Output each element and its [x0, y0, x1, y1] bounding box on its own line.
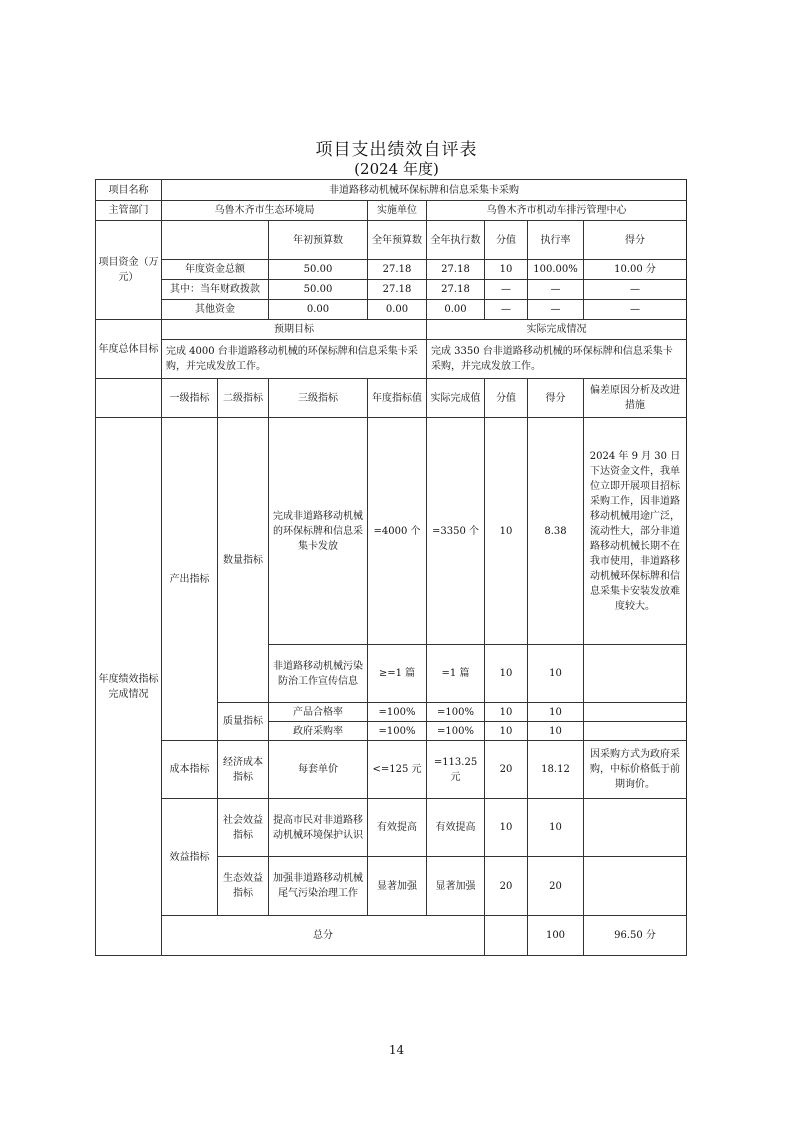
indicator-name: 提高市民对非道路移动机械环境保护认识 — [269, 799, 368, 857]
indicator-result: 20 — [528, 857, 584, 916]
indicator-header-level3: 三级指标 — [269, 379, 368, 418]
funds-row-annual-budget: 27.18 — [368, 280, 427, 300]
indicator-result: 10 — [528, 645, 584, 703]
indicator-header-result: 得分 — [528, 379, 584, 418]
output-label: 产出指标 — [162, 418, 218, 741]
funds-row-result: — — [584, 280, 687, 300]
goals-label: 年度总体目标 — [96, 320, 162, 379]
funds-row-score: — — [485, 280, 528, 300]
funds-header-score: 分值 — [485, 221, 528, 260]
indicator-name: 政府采购率 — [269, 722, 368, 741]
indicator-result: 8.38 — [528, 418, 584, 645]
project-name-label: 项目名称 — [96, 180, 162, 201]
indicator-actual: =100% — [427, 722, 485, 741]
funds-row-annual-budget: 27.18 — [368, 260, 427, 280]
indicator-result: 10 — [528, 703, 584, 722]
funds-header-exec-rate: 执行率 — [528, 221, 584, 260]
total-label: 总分 — [162, 916, 485, 956]
goals-actual: 完成 3350 台非道路移动机械的环保标牌和信息采集卡采购，并完成发放工作。 — [427, 340, 687, 379]
funds-header-blank — [162, 221, 269, 260]
indicator-score: 10 — [485, 799, 528, 857]
indicator-score: 10 — [485, 703, 528, 722]
indicator-score: 20 — [485, 741, 528, 799]
indicator-score: 10 — [485, 722, 528, 741]
funds-row-annual-exec: 27.18 — [427, 280, 485, 300]
funds-row-score: 10 — [485, 260, 528, 280]
indicator-header-actual: 实际完成值 — [427, 379, 485, 418]
indicator-actual: 有效提高 — [427, 799, 485, 857]
indicator-actual: =113.25 元 — [427, 741, 485, 799]
funds-row-exec-rate: 100.00% — [528, 260, 584, 280]
funds-row-result: — — [584, 300, 687, 320]
quantity-label: 数量指标 — [218, 418, 269, 703]
indicator-name: 加强非道路移动机械尾气污染治理工作 — [269, 857, 368, 916]
indicator-result: 10 — [528, 799, 584, 857]
funds-row-annual-exec: 0.00 — [427, 300, 485, 320]
indicator-header-level1: 一级指标 — [162, 379, 218, 418]
indicator-score: 10 — [485, 645, 528, 703]
benefit-label: 效益指标 — [162, 799, 218, 916]
total-score: 100 — [528, 916, 584, 956]
indicator-result: 10 — [528, 722, 584, 741]
evaluation-table — [95, 179, 687, 956]
indicator-name: 每套单价 — [269, 741, 368, 799]
funds-header-result: 得分 — [584, 221, 687, 260]
indicator-header-target: 年度指标值 — [368, 379, 427, 418]
indicator-target: ≥=1 篇 — [368, 645, 427, 703]
impl-value: 乌鲁木齐市机动车排污管理中心 — [427, 201, 687, 221]
indicator-score: 20 — [485, 857, 528, 916]
indicator-actual: =3350 个 — [427, 418, 485, 645]
funds-header-annual-budget: 全年预算数 — [368, 221, 427, 260]
funds-row-annual-exec: 27.18 — [427, 260, 485, 280]
funds-row-exec-rate: — — [528, 300, 584, 320]
indicator-actual: 显著加强 — [427, 857, 485, 916]
cost-sub-label: 经济成本指标 — [218, 741, 269, 799]
funds-row-score: — — [485, 300, 528, 320]
indicator-reason — [584, 645, 687, 703]
cost-label: 成本指标 — [162, 741, 218, 799]
indicator-header-level2: 二级指标 — [218, 379, 269, 418]
goals-actual-label: 实际完成情况 — [427, 320, 687, 340]
indicator-target: <=125 元 — [368, 741, 427, 799]
indicator-target: 有效提高 — [368, 799, 427, 857]
indicator-reason — [584, 722, 687, 741]
indicators-section-label: 年度绩效指标完成情况 — [96, 418, 162, 956]
indicator-score: 10 — [485, 418, 528, 645]
benefit-sub-label: 社会效益指标 — [218, 799, 269, 857]
indicator-name: 产品合格率 — [269, 703, 368, 722]
page-number: 14 — [388, 1043, 405, 1057]
indicator-actual: =100% — [427, 703, 485, 722]
indicator-reason — [584, 703, 687, 722]
funds-row-budget: 50.00 — [269, 280, 368, 300]
funds-row-exec-rate: — — [528, 280, 584, 300]
dept-label: 主管部门 — [96, 201, 162, 221]
indicator-target: =100% — [368, 703, 427, 722]
indicator-target: =100% — [368, 722, 427, 741]
quality-label: 质量指标 — [218, 703, 269, 741]
page-title: 项目支出绩效自评表 — [315, 140, 478, 160]
project-name: 非道路移动机械环保标牌和信息采集卡采购 — [162, 180, 687, 201]
indicator-actual: =1 篇 — [427, 645, 485, 703]
funds-row-label: 其他资金 — [162, 300, 269, 320]
title-block — [0, 140, 793, 178]
indicator-reason — [584, 857, 687, 916]
indicator-reason: 因采购方式为政府采购，中标价格低于前期询价。 — [584, 741, 687, 799]
indicator-name: 非道路移动机械污染防治工作宣传信息 — [269, 645, 368, 703]
goals-expected-label: 预期目标 — [162, 320, 427, 340]
funds-label: 项目资金（万元） — [96, 221, 162, 320]
indicator-header-reason: 偏差原因分析及改进措施 — [584, 379, 687, 418]
benefit-sub-label: 生态效益指标 — [218, 857, 269, 916]
indicator-target: =4000 个 — [368, 418, 427, 645]
funds-row-label: 年度资金总额 — [162, 260, 269, 280]
funds-row-annual-budget: 0.00 — [368, 300, 427, 320]
page-subtitle: (2024 年度) — [354, 160, 439, 178]
funds-header-annual-exec: 全年执行数 — [427, 221, 485, 260]
funds-row-result: 10.00 分 — [584, 260, 687, 280]
funds-row-label: 其中：当年财政拨款 — [162, 280, 269, 300]
indicator-name: 完成非道路移动机械的环保标牌和信息采集卡发放 — [269, 418, 368, 645]
funds-header-budget: 年初预算数 — [269, 221, 368, 260]
impl-label: 实施单位 — [368, 201, 427, 221]
funds-row-budget: 50.00 — [269, 260, 368, 280]
indicator-header-score: 分值 — [485, 379, 528, 418]
indicator-result: 18.12 — [528, 741, 584, 799]
total-blank — [485, 916, 528, 956]
indicator-reason: 2024 年 9 月 30 日下达资金文件，我单位立即开展项目招标采购工作，因非道路移动机械用途广泛，流动性大，部分非道路移动机械长期不在我市使用，非道路移动机械环保标牌和信息采集卡安装发放难度较大。 — [584, 418, 687, 645]
total-result: 96.50 分 — [584, 916, 687, 956]
indicator-header-blank — [96, 379, 162, 418]
goals-expected: 完成 4000 台非道路移动机械的环保标牌和信息采集卡采购，并完成发放工作。 — [162, 340, 427, 379]
dept-value: 乌鲁木齐市生态环境局 — [162, 201, 368, 221]
indicator-target: 显著加强 — [368, 857, 427, 916]
funds-row-budget: 0.00 — [269, 300, 368, 320]
indicator-reason — [584, 799, 687, 857]
